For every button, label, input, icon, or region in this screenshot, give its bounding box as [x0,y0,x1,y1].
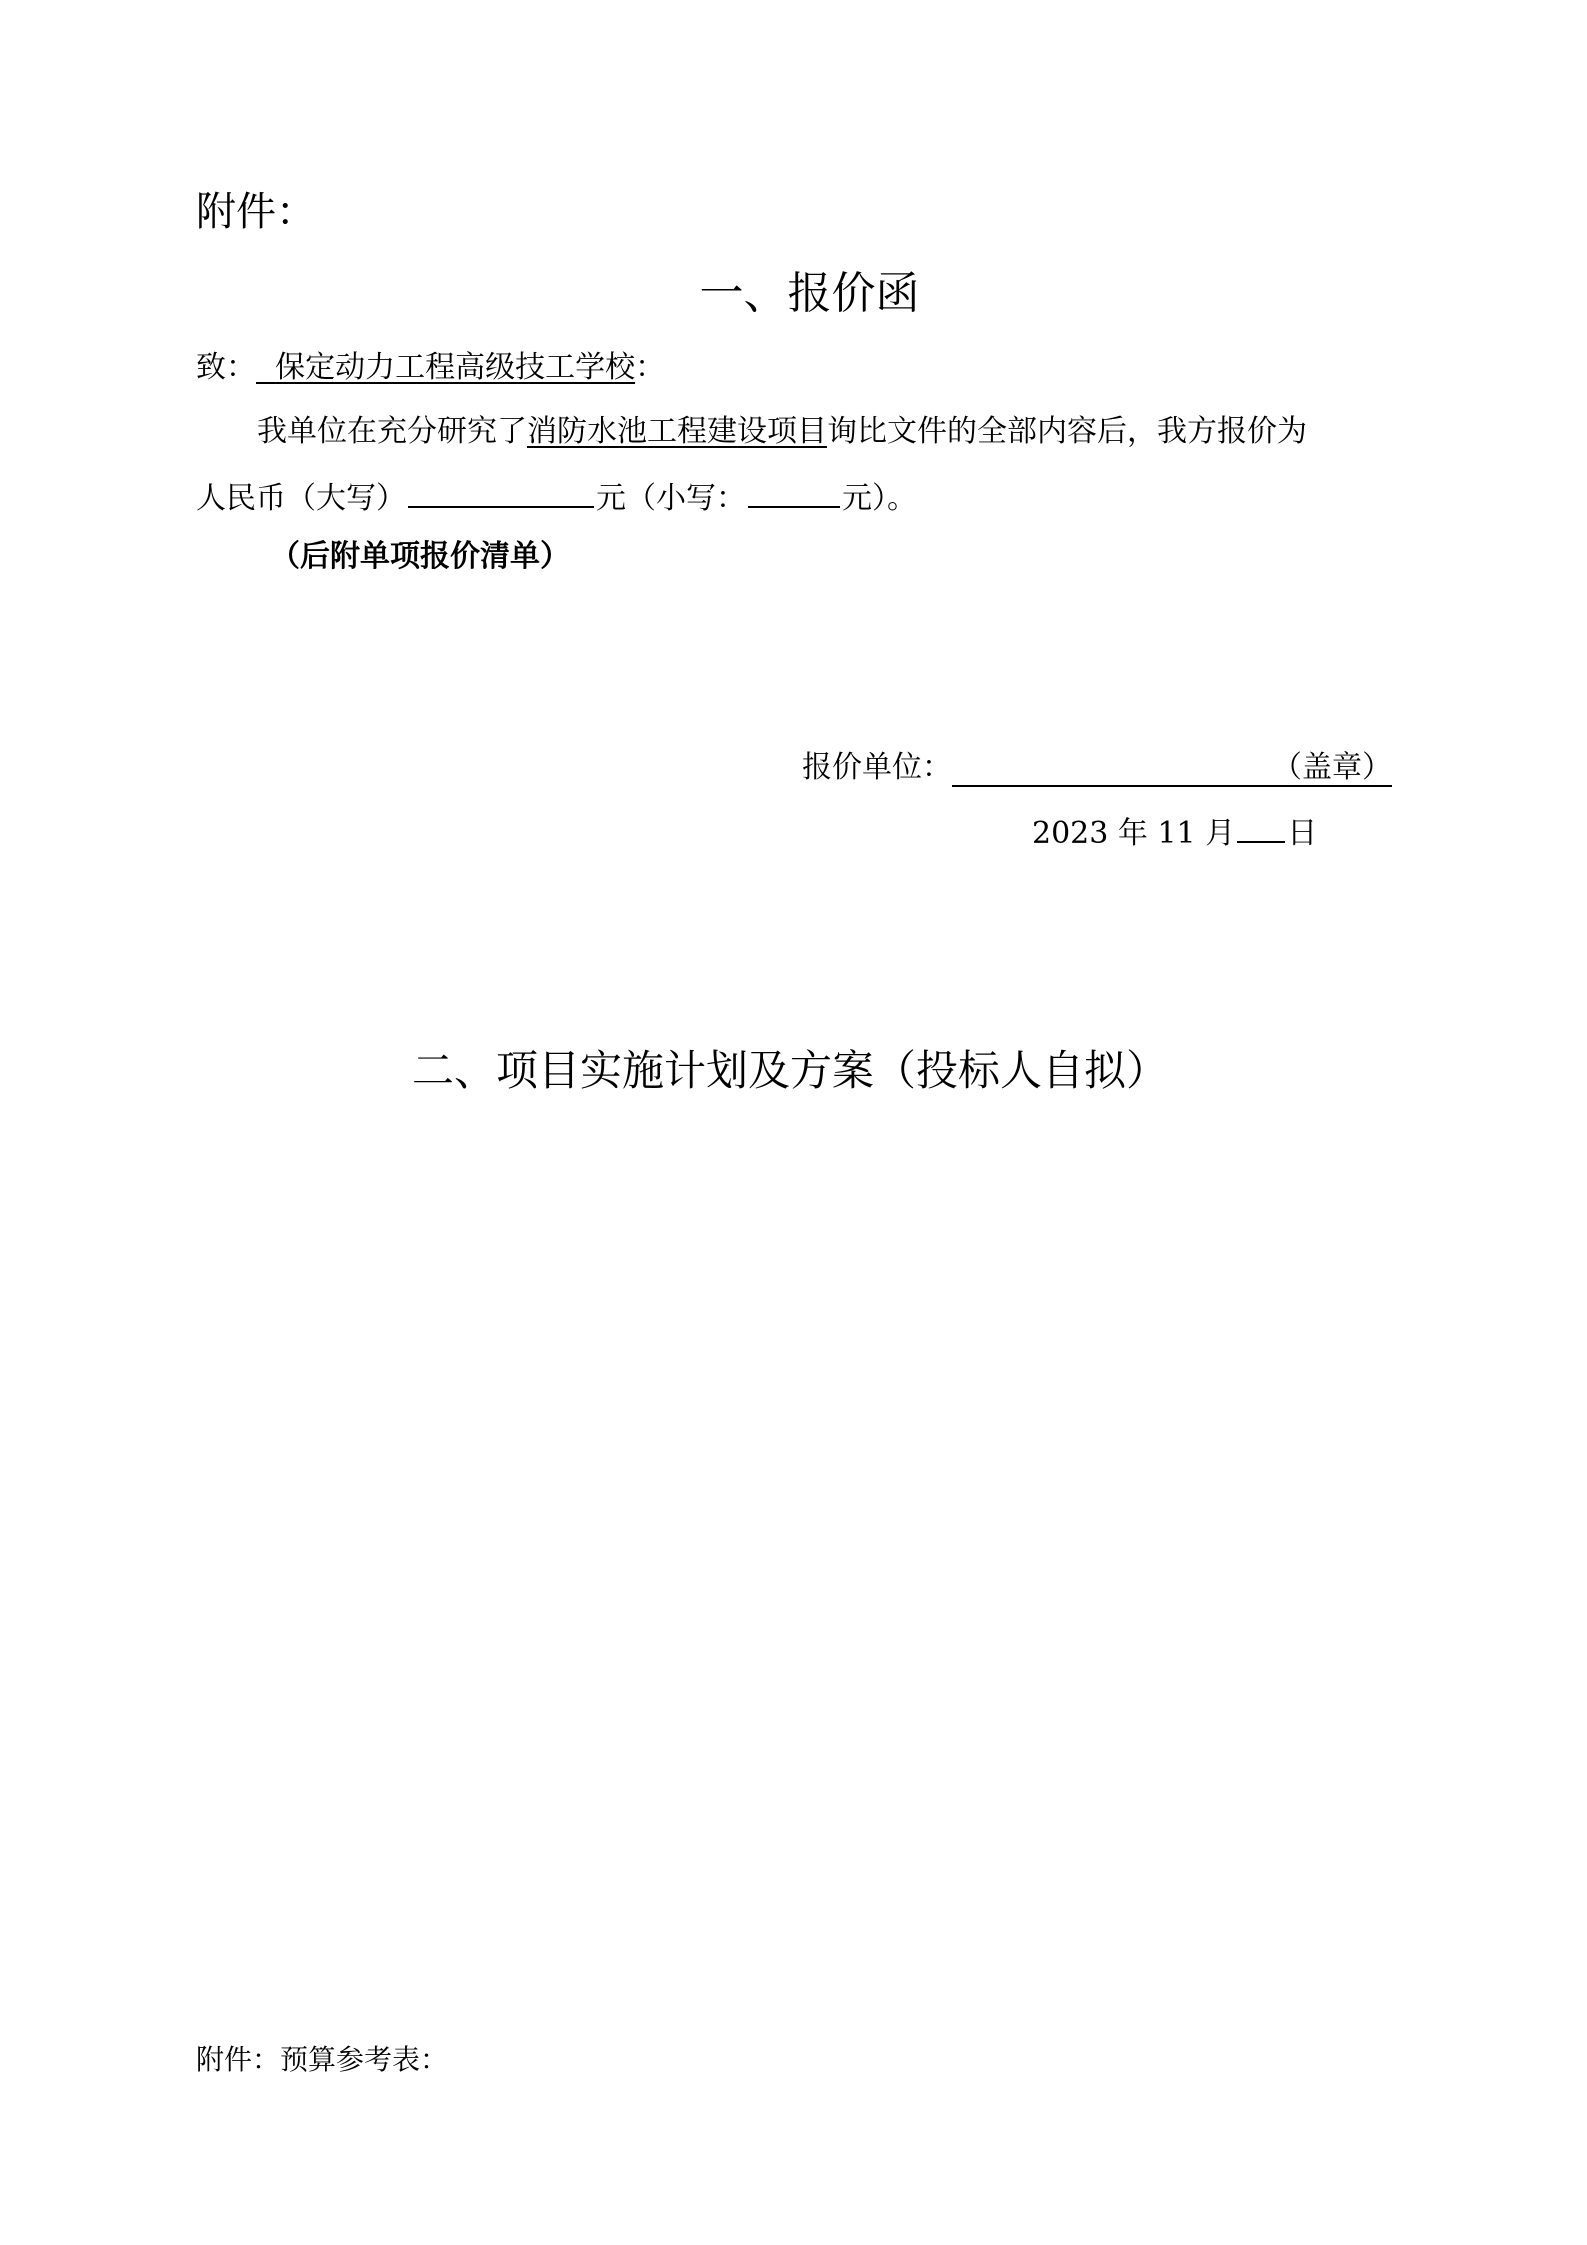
amount-upper-blank[interactable] [408,480,594,508]
budget-reference-note: 附件：预算参考表： [196,2043,449,2076]
signature-label: 报价单位： [802,750,952,785]
paragraph-part2: 询比文件的全部内容后，我方报价为 [827,414,1307,449]
date-year: 2023 [1032,816,1109,851]
date-month-unit: 月 [1205,816,1236,851]
signature-line [802,750,1392,787]
date-month: 11 [1157,816,1196,851]
recipient-name: 保定动力工程高级技工学校 [275,350,636,385]
section-title-text: 一、报价函 [699,268,920,319]
attached-list-note: （后附单项报价清单） [270,539,570,574]
section-title-implementation-plan: 二、项目实施计划及方案（投标人自拟） [412,1046,1169,1095]
paragraph-part1: 我单位在充分研究了 [257,414,527,449]
date-line [1032,815,1317,849]
amount-upper-unit: 元（小写： [596,481,746,516]
recipient-line [196,350,666,385]
amount-upper-label: 人民币（大写） [196,481,406,516]
attachment-label: 附件： [196,189,316,235]
recipient-suffix: ： [635,350,666,385]
quotation-paragraph-line-1 [257,414,1307,449]
amount-lower-unit: 元）。 [842,481,917,516]
quotation-paragraph-line-2 [196,480,917,514]
section-title-quotation-letter [0,268,1587,319]
date-day-blank[interactable] [1237,815,1285,843]
signature-blank[interactable] [952,750,1392,787]
project-name: 消防水池工程建设项目 [527,414,827,449]
amount-lower-blank[interactable] [748,480,840,508]
seal-label: （盖章） [1272,750,1392,785]
date-day-unit: 日 [1287,816,1318,851]
date-year-unit: 年 [1117,816,1148,851]
recipient-prefix: 致： [196,350,256,385]
